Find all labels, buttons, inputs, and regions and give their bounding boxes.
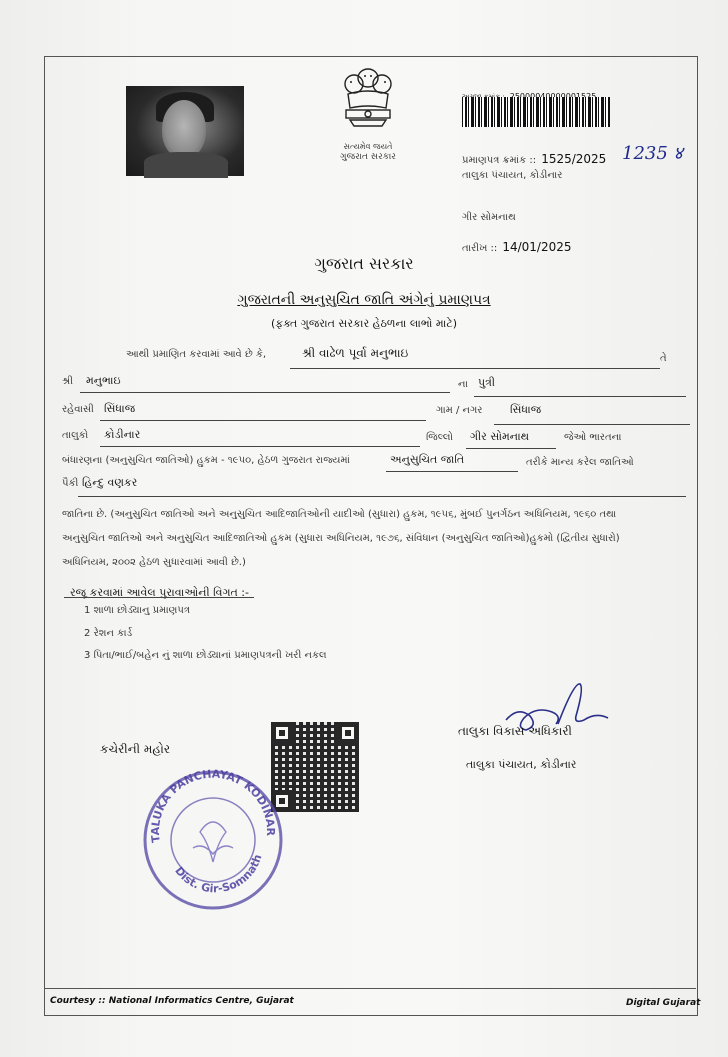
certificate-no: 1525/2025 [541, 152, 607, 166]
office-name: તાલુકા પંચાયત, કોડીનાર [462, 170, 563, 181]
resident-label: રહેવાસી [62, 404, 94, 415]
evidence-heading: રજૂ કરવામાં આવેલ પુરાવાઓની વિગત :- [70, 586, 249, 599]
emblem-state: ગુજરાત સરકાર [340, 152, 396, 162]
government-title: ગુજરાત સરકાર [314, 254, 414, 273]
certificate-subtitle: (ફક્ત ગુજરાત સરકાર હેઠળના લાભો માટે) [270, 317, 458, 330]
state-suffix: જેઓ ભારતના [564, 432, 622, 443]
handwritten-number: 1235 ४ [622, 143, 683, 164]
officer-title: તાલુકા વિકાસ અધિકારી [458, 724, 572, 738]
applicant-photo [126, 86, 244, 176]
father-name: મનુભાઇ [86, 374, 121, 387]
recognized-text: તરીકે માન્ય કરેલ જાતિઓ [526, 457, 634, 468]
district-name: ગીર સોમનાથ [462, 212, 516, 223]
footer-digital-gujarat: Digital Gujarat [626, 998, 701, 1008]
office-seal-label: કચેરીની મહોર [100, 742, 171, 756]
paragraph-line-2: અનુસુચિત જાતિઓ અને અનુસુચિત આદિજાતિઓ હુકમ (સુધારા અધિનિયમ, ૧૯૭૬, સંવિધાન (અનુસુચિત જાતિઓ)હુકમો (દ્વિતીય સુધારો) [62, 533, 620, 544]
village-label: ગામ / નગર [436, 405, 483, 416]
shri-label: શ્રી [62, 376, 74, 387]
taluka-label: તાલુકો [62, 430, 89, 441]
paragraph-line-3: અધિનિયમ, ૨૦૦૨ હેઠળ સુધારવામાં આવી છે.) [62, 557, 246, 568]
te-text: તે [660, 353, 667, 364]
certificate-title: ગુજરાતની અનુસુચિત જાતિ અંગેનું પ્રમાણપત્ર [237, 292, 491, 308]
applicant-name: શ્રી વાઢેળ પૂર્વા મનુભાઇ [302, 346, 409, 360]
svg-text:Dist. Gir-Somnath [172, 853, 264, 896]
taluka-panchayat-seal-icon [138, 762, 288, 912]
evidence-num: 1 [84, 605, 91, 616]
evidence-item: પિતા/ભાઈ/બહેન નું શાળા છોડ્યાનાં પ્રમાણપત્રની ખરી નકલ [93, 650, 327, 661]
footer-courtesy: Courtesy :: National Informatics Centre, Gujarat [50, 996, 294, 1006]
constitution-text: બંધારણના (અનુસુચિત જાતિઓ) હુકમ - ૧૯૫૦, હેઠળ ગુજરાત રાજ્યમાં [62, 455, 350, 466]
district-label: જિલ્લો [426, 432, 453, 443]
date-label: તારીખ :: [462, 243, 498, 254]
subcaste-label: પૈકી [62, 478, 79, 489]
national-emblem-icon [332, 64, 404, 148]
intro-text: આથી પ્રમાણિત કરવામાં આવે છે કે, [126, 349, 267, 360]
relation: પુત્રી [478, 376, 496, 389]
resident-value: સિંધાજ [104, 402, 136, 415]
officer-office: તાલુકા પંચાયત, કોડીનાર [466, 758, 577, 771]
svg-text:TALUKA PANCHAYAT KODINAR [149, 768, 277, 844]
evidence-num: 3 [84, 650, 91, 661]
caste-category: અનુસુચિત જાતિ [390, 453, 465, 466]
evidence-num: 2 [84, 628, 91, 639]
evidence-item: રેશન કાર્ડ [93, 628, 133, 639]
seal-bottom-text: Dist. Gir-Somnath [172, 852, 265, 896]
na-label: ના [458, 379, 468, 390]
certificate-no-label: પ્રમાણપત્ર ક્રમાંક :: [462, 155, 537, 166]
evidence-item: શાળા છોડ્યાનુ પ્રમાણપત્ર [93, 605, 191, 616]
emblem-motto: સત્યમેવ જયતે [343, 142, 393, 151]
village-value: સિંધાજ [510, 403, 542, 416]
taluka-value: કોડીનાર [104, 428, 141, 441]
district-value: ગીર સોમનાથ [470, 430, 530, 443]
subcaste-value: હિન્દુ વણકર [82, 476, 138, 489]
issue-date: 14/01/2025 [502, 240, 572, 254]
barcode [462, 97, 610, 127]
seal-top-text: TALUKA PANCHAYAT KODINAR [148, 767, 278, 844]
paragraph-line-1: જાતિના છે. (અનુસુચિત જાતિઓ અને અનુસુચિત આદિજાતિઓની યાદીઓ (સુધારા) હુકમ, ૧૯૫૬, મુંબઈ પુનર્ગઠન અધિનિયમ, ૧૯૬૦ તથા [62, 509, 617, 520]
